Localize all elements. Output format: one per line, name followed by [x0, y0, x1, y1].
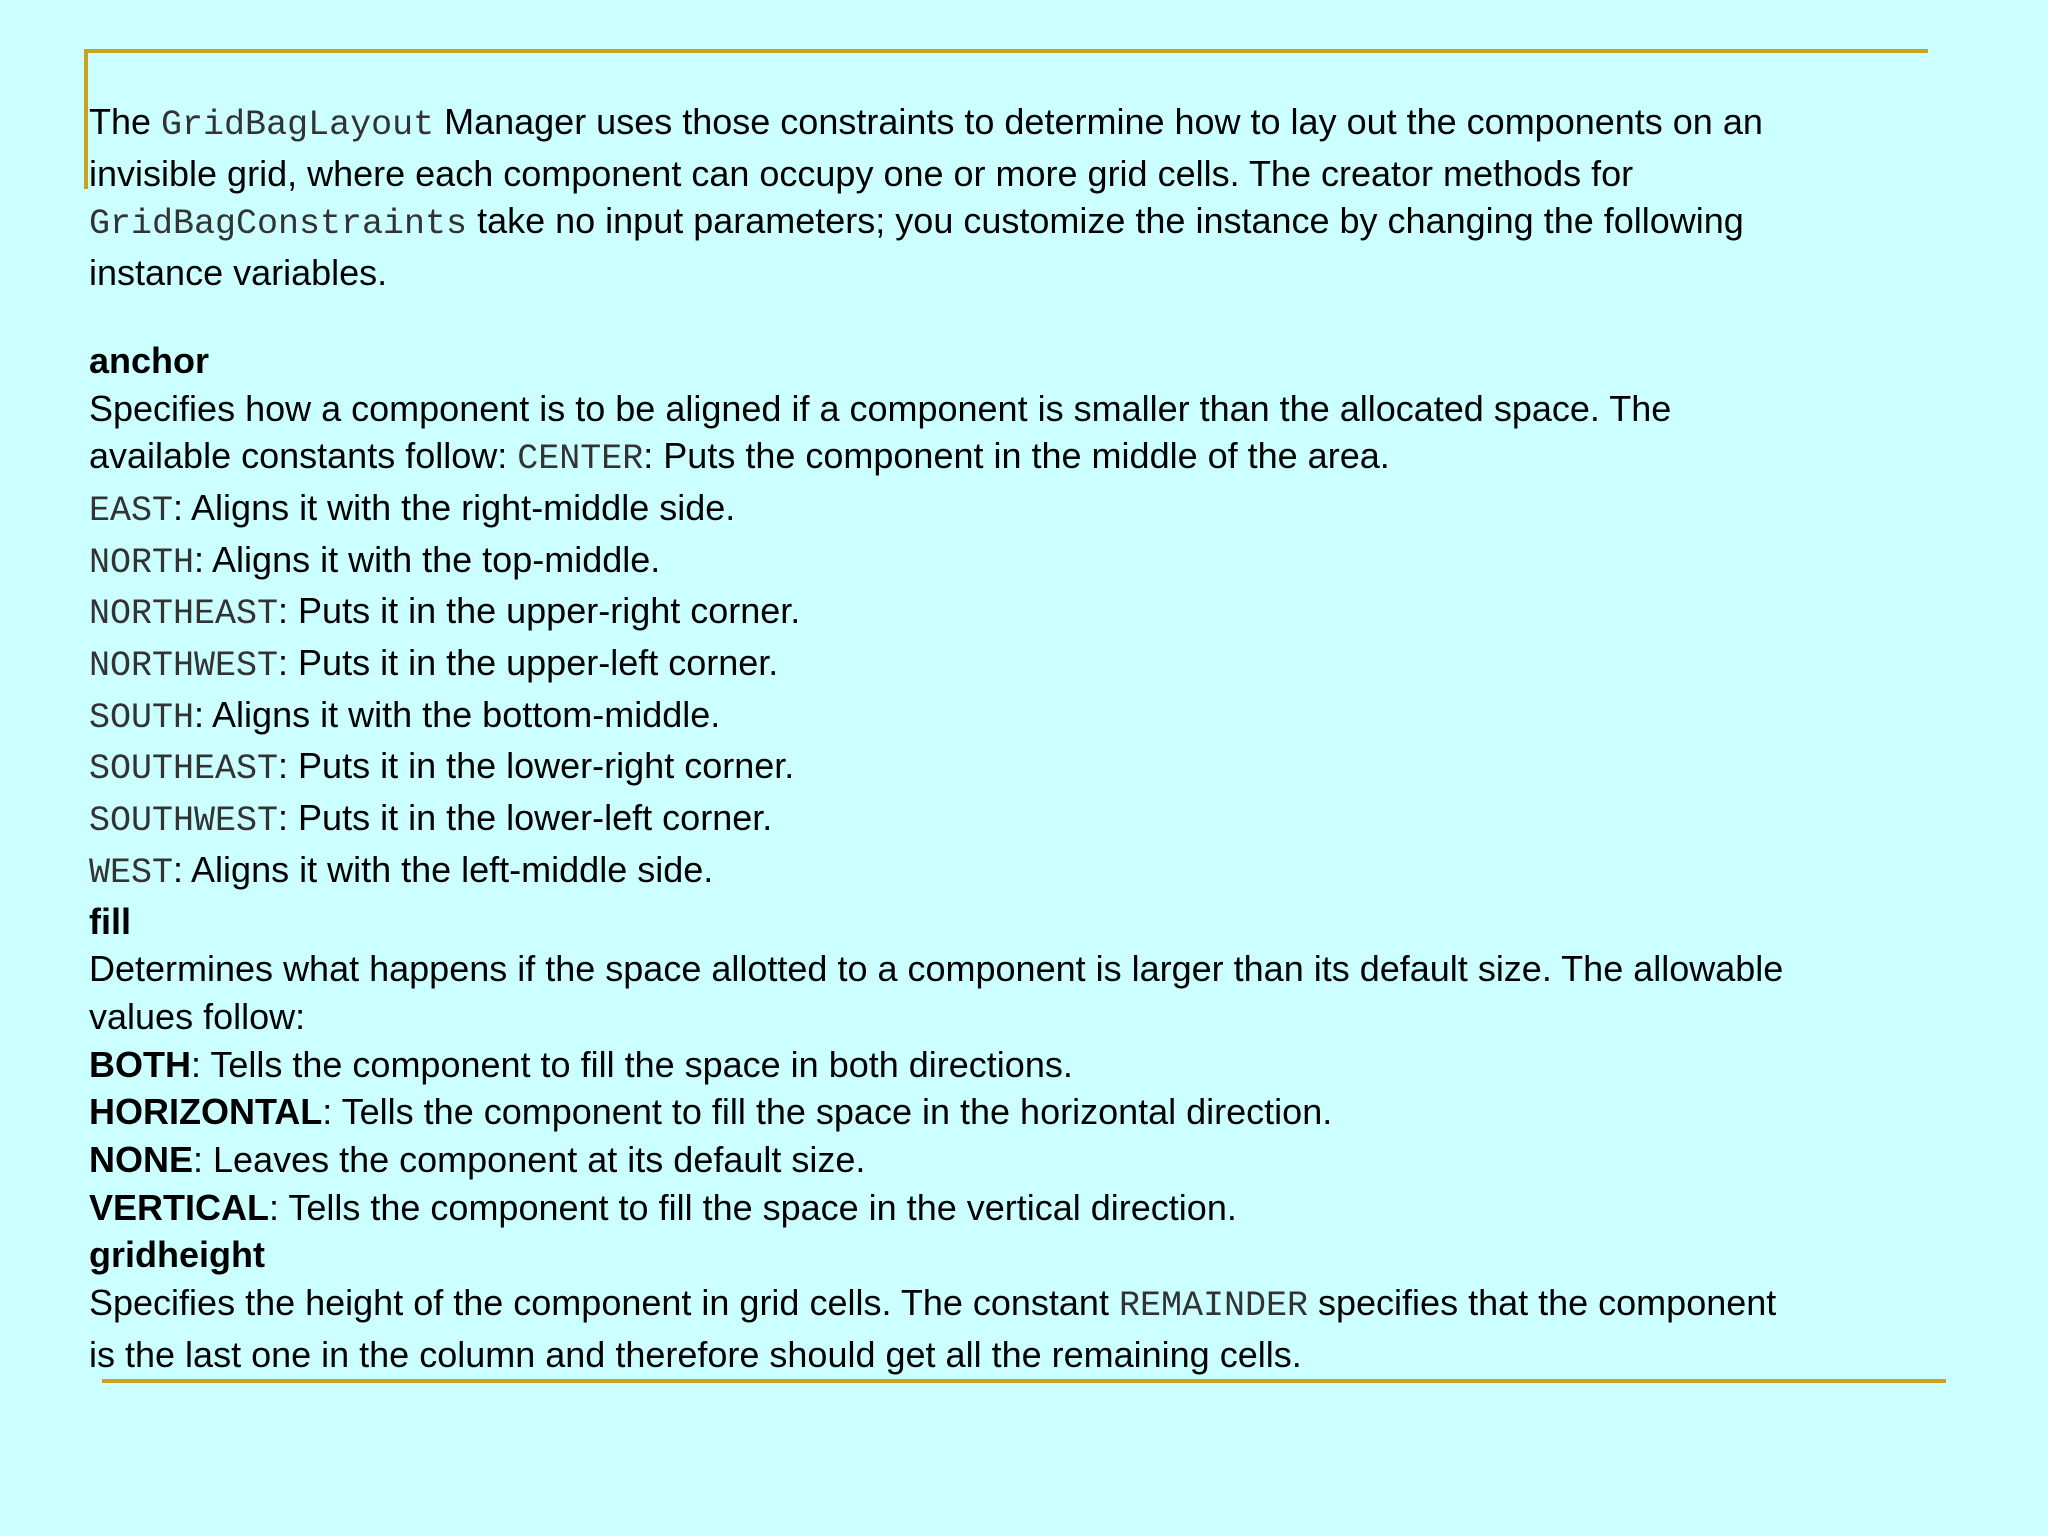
fill-desc-1: Determines what happens if the space allotted to a component is larger than its default size. The allowable [89, 948, 1784, 990]
code-gridbaglayout: GridBagLayout [161, 105, 435, 145]
top-rule [84, 49, 1928, 53]
slide-body [89, 98, 1989, 1379]
fill-item-vertical: VERTICAL: Tells the component to fill the space in the vertical direction. [89, 1186, 1237, 1228]
anchor-item-south: SOUTH: Aligns it with the bottom-middle. [89, 693, 721, 738]
anchor-item-east: EAST: Aligns it with the right-middle side. [89, 486, 736, 531]
fill-desc-2: values follow: [89, 995, 306, 1037]
intro-line-2: invisible grid, where each component can occupy one or more grid cells. The creator methods for [89, 152, 1634, 194]
anchor-item-northeast: NORTHEAST: Puts it in the upper-right corner. [89, 590, 801, 635]
anchor-desc-2: available constants follow: CENTER: Puts the component in the middle of the area. [89, 435, 1390, 480]
code-center: CENTER [517, 439, 644, 480]
anchor-item-northwest: NORTHWEST: Puts it in the upper-left corner. [89, 642, 779, 687]
fill-item-horizontal: HORIZONTAL: Tells the component to fill the space in the horizontal direction. [89, 1091, 1333, 1133]
anchor-item-north: NORTH: Aligns it with the top-middle. [89, 538, 661, 583]
fill-item-none: NONE: Leaves the component at its default size. [89, 1139, 866, 1181]
gridheight-desc-1: Specifies the height of the component in grid cells. The constant REMAINDER specifies that the component [89, 1282, 1777, 1327]
anchor-item-southeast: SOUTHEAST: Puts it in the lower-right corner. [89, 745, 795, 790]
fill-item-both: BOTH: Tells the component to fill the space in both directions. [89, 1043, 1073, 1085]
left-rule [84, 49, 88, 189]
anchor-item-west: WEST: Aligns it with the left-middle side. [89, 848, 714, 893]
anchor-heading: anchor [89, 339, 210, 381]
intro-line-1: The GridBagLayout Manager uses those constraints to determine how to lay out the components on an [89, 101, 1763, 145]
anchor-desc-1: Specifies how a component is to be aligned if a component is smaller than the allocated space. The [89, 387, 1672, 429]
fill-heading: fill [89, 900, 131, 942]
gridheight-desc-2: is the last one in the column and therefore should get all the remaining cells. [89, 1333, 1302, 1375]
anchor-item-southwest: SOUTHWEST: Puts it in the lower-left corner. [89, 797, 773, 842]
code-remainder: REMAINDER [1118, 1286, 1308, 1327]
gridheight-heading: gridheight [89, 1234, 265, 1276]
intro-line-3: GridBagConstraints take no input parameters; you customize the instance by changing the following [89, 200, 1744, 245]
code-gridbagconstraints: GridBagConstraints [89, 204, 468, 245]
intro-line-4: instance variables. [89, 252, 388, 294]
spacer [89, 297, 1989, 337]
bottom-rule [102, 1379, 1946, 1383]
